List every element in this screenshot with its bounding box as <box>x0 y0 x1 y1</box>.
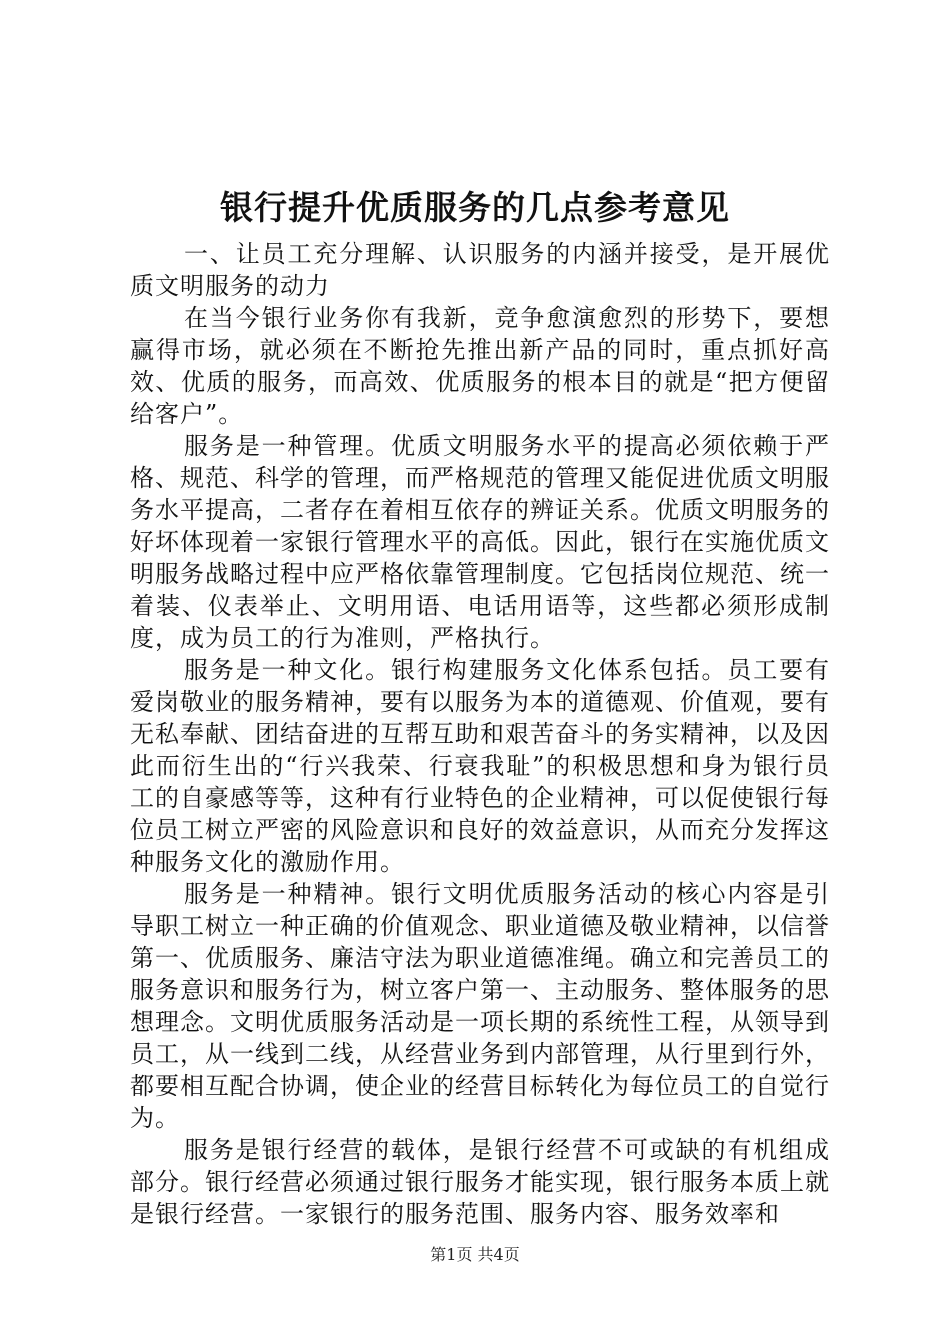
paragraph-spirit: 服务是一种精神。银行文明优质服务活动的核心内容是引导职工树立一种正确的价值观念、职业道德及敬业精神，以信誉第一、优质服务、廉洁守法为职业道德准绳。确立和完善员工的服务意识和服务行为，树立客户第一、主动服务、整体服务的思想理念。文明优质服务活动是一项长期的系统性工程，从领导到员工，从一线到二线，从经营业务到内部管理，从行里到行外，都要相互配合协调，使企业的经营目标转化为每位员工的自觉行为。 <box>130 880 830 1132</box>
paragraph-intro: 在当今银行业务你有我新，竞争愈演愈烈的形势下，要想赢得市场，就必须在不断抢先推出新产品的同时，重点抓好高效、优质的服务，而高效、优质服务的根本目的就是“把方便留给客户”。 <box>130 304 830 428</box>
paragraph-heading-1: 一、让员工充分理解、认识服务的内涵并接受，是开展优质文明服务的动力 <box>130 240 830 300</box>
document-body <box>130 238 830 1230</box>
paragraph-management: 服务是一种管理。优质文明服务水平的提高必须依赖于严格、规范、科学的管理，而严格规范的管理又能促进优质文明服务水平提高，二者存在着相互依存的辨证关系。优质文明服务的好坏体现着一家银行管理水平的高低。因此，银行在实施优质文明服务战略过程中应严格依靠管理制度。它包括岗位规范、统一着装、仪表举止、文明用语、电话用语等，这些都必须形成制度，成为员工的行为准则，严格执行。 <box>130 432 830 652</box>
paragraph-carrier: 服务是银行经营的载体，是银行经营不可或缺的有机组成部分。银行经营必须通过银行服务才能实现，银行服务本质上就是银行经营。一家银行的服务范围、服务内容、服务效率和 <box>130 1136 830 1228</box>
page-footer: 第1页 共4页 <box>430 1245 520 1264</box>
paragraph-culture: 服务是一种文化。银行构建服务文化体系包括。员工要有爱岗敬业的服务精神，要有以服务为本的道德观、价值观，要有无私奉献、团结奋进的互帮互助和艰苦奋斗的务实精神，以及因此而衍生出的“行兴我荣、行衰我耻”的积极思想和身为银行员工的自豪感等等，这种有行业特色的企业精神，可以促使银行每位员工树立严密的风险意识和良好的效益意识，从而充分发挥这种服务文化的激励作用。 <box>130 656 830 876</box>
document-title: 银行提升优质服务的几点参考意见 <box>220 188 730 227</box>
